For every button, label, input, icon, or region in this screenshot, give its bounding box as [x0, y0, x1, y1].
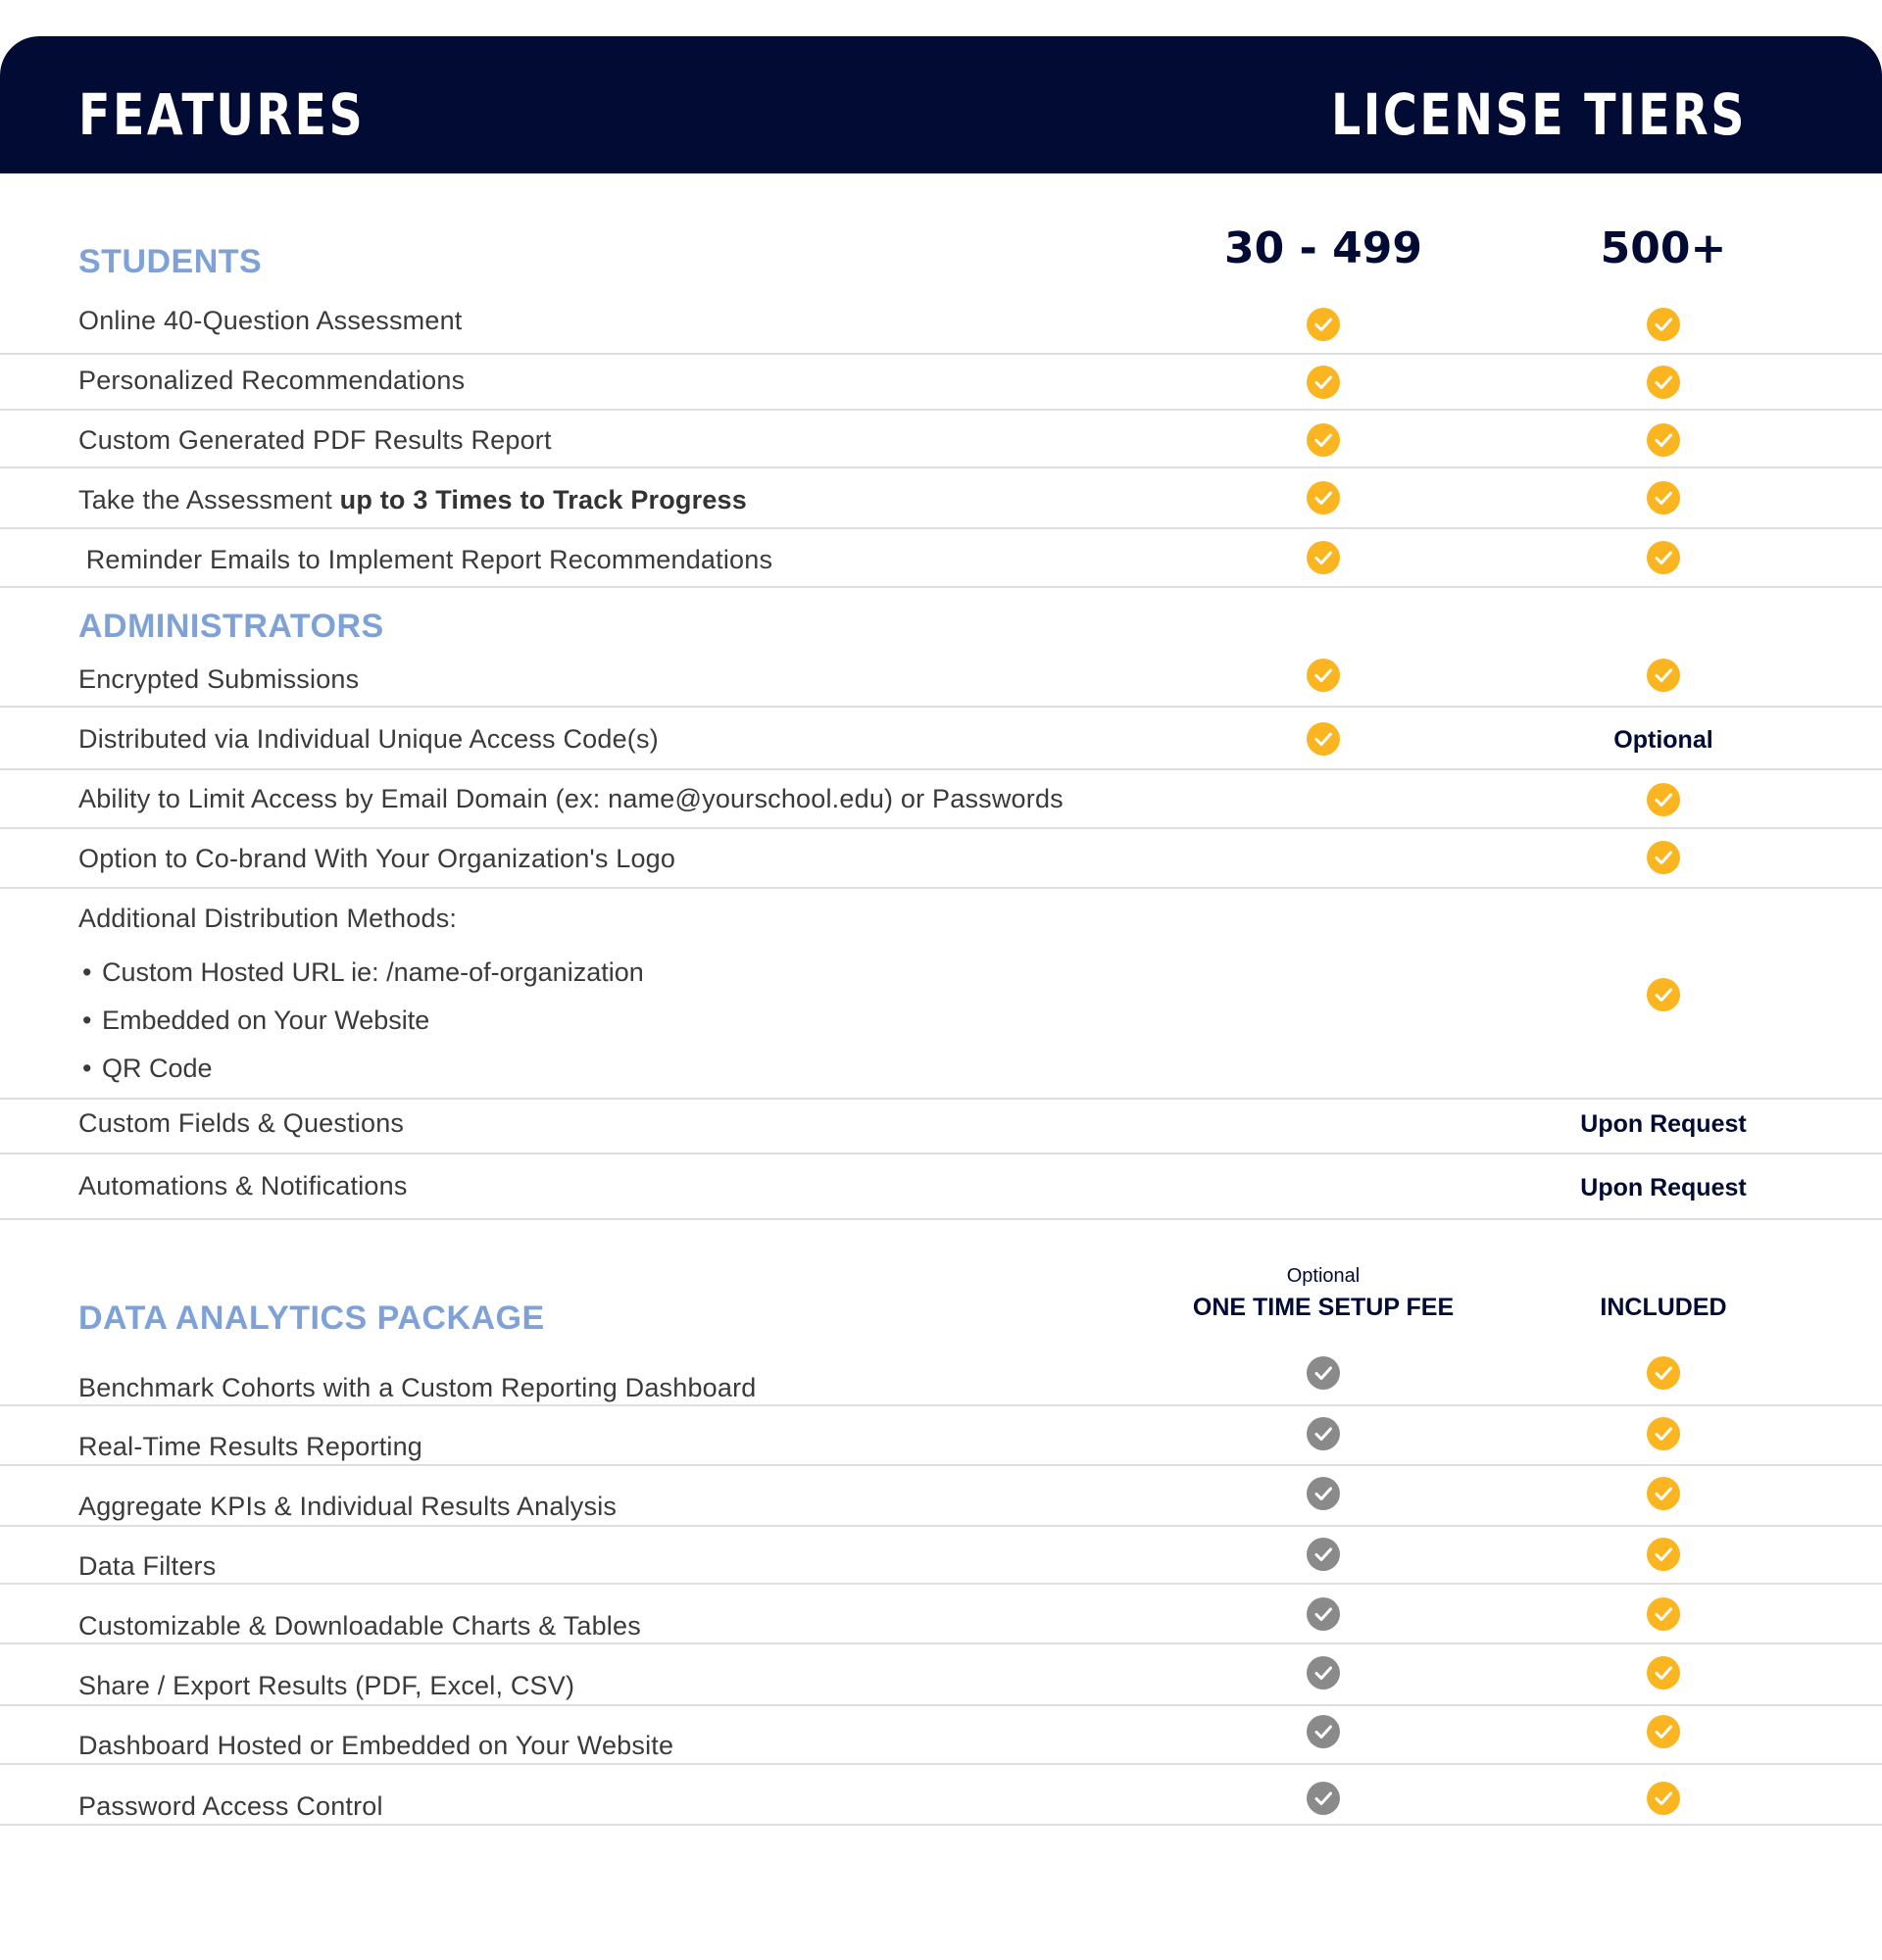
- feature-label-emphasis: up to 3 Times to Track Progress: [339, 485, 747, 514]
- bullet-item: • Embedded on Your Website: [102, 1005, 429, 1036]
- feature-label: Online 40-Question Assessment: [78, 306, 463, 335]
- feature-label: Dashboard Hosted or Embedded on Your Website: [78, 1731, 674, 1760]
- row-divider: [0, 1824, 1882, 1826]
- check-icon: [1307, 659, 1340, 692]
- row-divider: [0, 1642, 1882, 1644]
- check-icon: [1647, 783, 1680, 816]
- row-divider: [0, 1763, 1882, 1765]
- check-icon: [1647, 1782, 1680, 1815]
- feature-label: Data Filters: [78, 1551, 217, 1581]
- upon-request-label: Upon Request: [1580, 1110, 1747, 1138]
- check-icon: [1307, 1538, 1340, 1571]
- row-divider: [0, 586, 1882, 588]
- row-divider: [0, 706, 1882, 708]
- feature-label-prefix: Take the Assessment: [78, 485, 340, 514]
- feature-label: Aggregate KPIs & Individual Results Analysis: [78, 1492, 618, 1521]
- feature-label: Automations & Notifications: [78, 1171, 408, 1200]
- check-icon: [1307, 1356, 1340, 1390]
- feature-label: Additional Distribution Methods:: [78, 904, 458, 933]
- check-icon: [1307, 481, 1340, 514]
- section-title-students: STUDENTS: [78, 243, 263, 280]
- check-icon: [1647, 1597, 1680, 1631]
- check-icon: [1647, 659, 1680, 692]
- check-icon: [1647, 978, 1680, 1011]
- check-icon: [1307, 1656, 1340, 1690]
- feature-label: Distributed via Individual Unique Access Code(s): [78, 724, 659, 754]
- feature-label: Real-Time Results Reporting: [78, 1432, 423, 1461]
- row-divider: [0, 1583, 1882, 1585]
- row-divider: [0, 768, 1882, 770]
- row-divider: [0, 409, 1882, 411]
- check-icon: [1647, 1656, 1680, 1690]
- check-icon: [1647, 541, 1680, 574]
- feature-label: Custom Generated PDF Results Report: [78, 425, 552, 455]
- feature-label: Customizable & Downloadable Charts & Tables: [78, 1611, 641, 1641]
- row-divider: [0, 353, 1882, 355]
- tier-heading-30-499: 30 - 499: [1224, 223, 1422, 273]
- check-icon: [1307, 1782, 1340, 1815]
- check-icon: [1307, 1417, 1340, 1450]
- included-heading: INCLUDED: [1600, 1294, 1727, 1321]
- row-divider: [0, 1464, 1882, 1466]
- section-title-data-analytics: DATA ANALYTICS PACKAGE: [78, 1299, 545, 1337]
- check-icon: [1647, 308, 1680, 341]
- check-icon: [1647, 1417, 1680, 1450]
- features-heading: FEATURES: [78, 81, 366, 148]
- row-divider: [0, 466, 1882, 468]
- row-divider: [0, 1404, 1882, 1406]
- check-icon: [1647, 1356, 1680, 1390]
- check-icon: [1647, 1477, 1680, 1510]
- check-icon: [1307, 366, 1340, 399]
- row-divider: [0, 887, 1882, 889]
- feature-label: Encrypted Submissions: [78, 664, 360, 694]
- check-icon: [1307, 1477, 1340, 1510]
- section-title-administrators: ADMINISTRATORS: [78, 608, 384, 645]
- bullet-item: • QR Code: [102, 1054, 213, 1084]
- upon-request-label: Upon Request: [1580, 1174, 1747, 1201]
- feature-label: Benchmark Cohorts with a Custom Reporting Dashboard: [78, 1373, 757, 1402]
- feature-label: Ability to Limit Access by Email Domain (ex: name@yourschool.edu) or Passwords: [78, 784, 1064, 813]
- feature-label: Option to Co-brand With Your Organization's Logo: [78, 844, 676, 873]
- check-icon: [1307, 308, 1340, 341]
- check-icon: [1647, 423, 1680, 457]
- row-divider: [0, 1218, 1882, 1220]
- license-tiers-heading: LICENSE TIERS: [1331, 81, 1747, 148]
- check-icon: [1307, 722, 1340, 756]
- check-icon: [1307, 1715, 1340, 1748]
- check-icon: [1647, 1715, 1680, 1748]
- feature-label: [78, 485, 747, 515]
- row-divider: [0, 1704, 1882, 1706]
- feature-label: Password Access Control: [78, 1791, 383, 1821]
- check-icon: [1647, 366, 1680, 399]
- check-icon: [1647, 841, 1680, 874]
- feature-label: Personalized Recommendations: [78, 366, 466, 395]
- optional-label: Optional: [1613, 726, 1713, 754]
- check-icon: [1647, 1538, 1680, 1571]
- check-icon: [1307, 423, 1340, 457]
- feature-label: Custom Fields & Questions: [78, 1108, 405, 1138]
- tier-heading-500-plus: 500+: [1600, 223, 1727, 273]
- row-divider: [0, 1098, 1882, 1100]
- feature-label: Share / Export Results (PDF, Excel, CSV): [78, 1671, 575, 1700]
- row-divider: [0, 1152, 1882, 1154]
- feature-label: Reminder Emails to Implement Report Recommendations: [78, 545, 773, 574]
- check-icon: [1647, 481, 1680, 514]
- setup-fee-heading: ONE TIME SETUP FEE: [1192, 1294, 1455, 1321]
- row-divider: [0, 827, 1882, 829]
- bullet-item: • Custom Hosted URL ie: /name-of-organization: [102, 957, 644, 988]
- row-divider: [0, 1525, 1882, 1527]
- row-divider: [0, 527, 1882, 529]
- check-icon: [1307, 541, 1340, 574]
- setup-fee-note: Optional: [1286, 1265, 1361, 1287]
- check-icon: [1307, 1597, 1340, 1631]
